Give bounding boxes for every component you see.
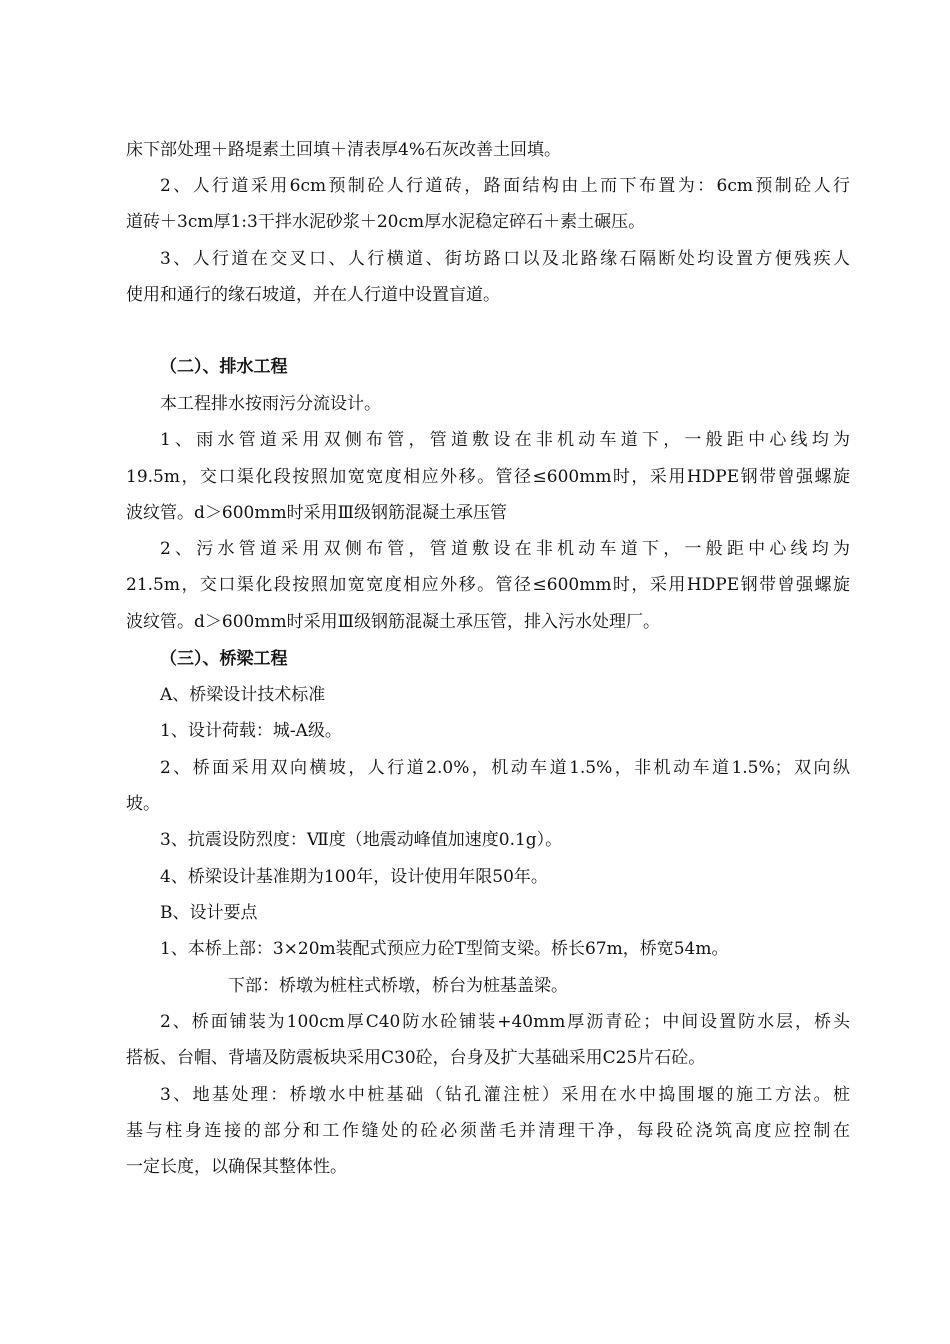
paragraph-line: 波纹管。d＞600mm时采用Ⅲ级钢筋混凝土承压管 bbox=[126, 503, 507, 523]
paragraph-line: 2、污水管道采用双侧布管，管道敷设在非机动车道下，一般距中心线均为 bbox=[160, 539, 850, 559]
paragraph-line: 2、人行道采用6cm预制砼人行道砖，路面结构由上而下布置为：6cm预制砼人行 bbox=[160, 176, 850, 196]
paragraph-line: 波纹管。d＞600mm时采用Ⅲ级钢筋混凝土承压管，排入污水处理厂。 bbox=[126, 612, 660, 632]
paragraph-line: 搭板、台帽、背墙及防震板块采用C30砼，台身及扩大基础采用C25片石砼。 bbox=[126, 1048, 706, 1068]
paragraph-line: 1、本桥上部：3×20m装配式预应力砼T型简支梁。桥长67m，桥宽54m。 bbox=[160, 939, 729, 959]
paragraph-line: 21.5m，交口渠化段按照加宽宽度相应外移。管径≤600mm时，采用HDPE钢带曾强螺旋 bbox=[126, 575, 850, 595]
paragraph-line: 下部：桥墩为桩柱式桥墩，桥台为桩基盖梁。 bbox=[228, 976, 568, 996]
paragraph-line: 3、地基处理：桥墩水中桩基础（钻孔灌注桩）采用在水中捣围堰的施工方法。桩 bbox=[160, 1085, 850, 1105]
paragraph-line: 19.5m，交口渠化段按照加宽宽度相应外移。管径≤600mm时，采用HDPE钢带曾强螺旋 bbox=[126, 467, 850, 487]
paragraph-line: 2、桥面铺装为100cm厚C40防水砼铺装+40mm厚沥青砼；中间设置防水层，桥头 bbox=[160, 1012, 850, 1032]
section-heading: （二）、排水工程 bbox=[160, 357, 288, 377]
paragraph-line: 坡。 bbox=[126, 794, 160, 814]
paragraph-line: B、设计要点 bbox=[160, 903, 258, 923]
paragraph-line: 1、雨水管道采用双侧布管，管道敷设在非机动车道下，一般距中心线均为 bbox=[160, 430, 850, 450]
paragraph-line: 本工程排水按雨污分流设计。 bbox=[160, 394, 381, 414]
paragraph-line: 3、人行道在交叉口、人行横道、街坊路口以及北路缘石隔断处均设置方便残疾人 bbox=[160, 249, 850, 269]
paragraph-line: 床下部处理＋路堤素土回填＋清表厚4%石灰改善土回填。 bbox=[126, 140, 561, 160]
paragraph-line: 2、桥面采用双向横坡，人行道2.0%，机动车道1.5%，非机动车道1.5%；双向纵 bbox=[160, 758, 850, 778]
paragraph-line: 4、桥梁设计基准期为100年，设计使用年限50年。 bbox=[160, 867, 548, 887]
paragraph-line: 道砖＋3cm厚1:3干拌水泥砂浆＋20cm厚水泥稳定碎石＋素土碾压。 bbox=[126, 212, 646, 232]
paragraph-line: 使用和通行的缘石坡道，并在人行道中设置盲道。 bbox=[126, 285, 500, 305]
paragraph-line: A、桥梁设计技术标准 bbox=[160, 685, 326, 705]
section-heading: （三）、桥梁工程 bbox=[160, 649, 288, 669]
paragraph-line: 一定长度，以确保其整体性。 bbox=[126, 1157, 347, 1177]
paragraph-line: 1、设计荷载：城-A级。 bbox=[160, 721, 342, 741]
paragraph-line: 基与柱身连接的部分和工作缝处的砼必须凿毛并清理干净，每段砼浇筑高度应控制在 bbox=[126, 1121, 850, 1141]
paragraph-line: 3、抗震设防烈度：Ⅶ度（地震动峰值加速度0.1g）。 bbox=[160, 830, 563, 850]
